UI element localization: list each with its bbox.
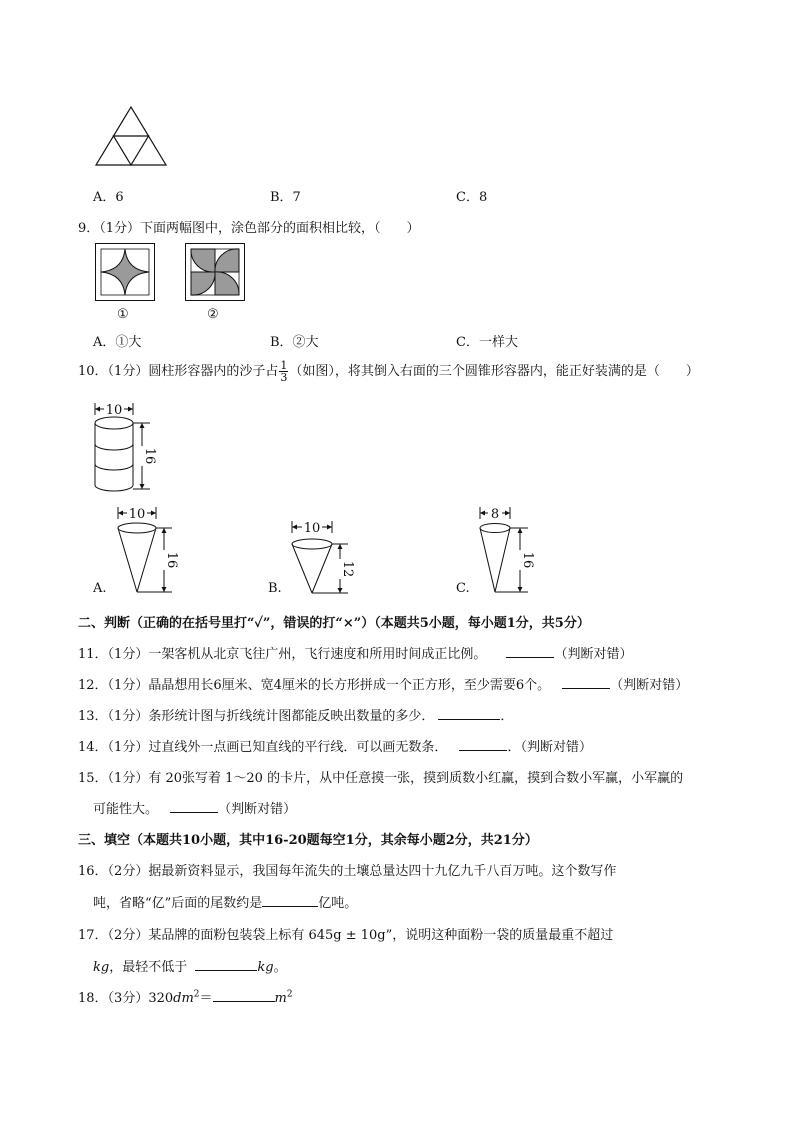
q9-figure-2-label: ② bbox=[207, 307, 219, 322]
q13-answer-blank[interactable] bbox=[438, 707, 500, 720]
q10-stem-pre: 10．（1分）圆柱形容器内的沙子占 bbox=[78, 364, 279, 379]
q17-line-1: 17．（2分）某品牌的面粉包装袋上标有 645g ± 10g”，说明这种面粉一袋的质量最重不超过 bbox=[78, 928, 614, 943]
q11 bbox=[78, 643, 632, 662]
q10-stem bbox=[78, 360, 699, 383]
q18-unit-1: dm bbox=[173, 991, 194, 1006]
q10-cone-b-diameter: 10 bbox=[303, 521, 321, 536]
q10-cone-c-height: 16 bbox=[520, 551, 535, 569]
q8-option-b[interactable]: B．7 bbox=[270, 190, 301, 205]
q18-text: 18．（3分）320 bbox=[78, 991, 174, 1006]
q18-sup-2: 2 bbox=[286, 989, 293, 1000]
q10-cylinder-figure bbox=[92, 401, 162, 496]
q17-unit-2: kg bbox=[257, 960, 274, 975]
q9-figure-1-label: ① bbox=[117, 307, 129, 322]
q10-cone-a-diameter: 10 bbox=[128, 507, 146, 522]
q17-unit-1: kg bbox=[93, 960, 110, 975]
q18-sup-1: 2 bbox=[193, 989, 200, 1000]
q12-answer-blank[interactable] bbox=[562, 676, 610, 689]
q16-line-1: 16．（2分）据最新资料显示，我国每年流失的土壤总量达四十九亿九千八百万吨。这个数写作 bbox=[78, 864, 617, 879]
q11-suffix: （判断对错） bbox=[554, 647, 633, 662]
q8-option-a[interactable]: A．6 bbox=[93, 190, 124, 205]
q9-option-b[interactable]: B．②大 bbox=[270, 335, 319, 350]
section-2-title: 二、判断（正确的在括号里打“✓”，错误的打“×”）（本题共5小题，每小题1分，共5分） bbox=[78, 616, 590, 631]
q10-fraction bbox=[279, 360, 288, 383]
q17-line-2-text: ，最轻不低于 bbox=[109, 960, 188, 975]
q10-cylinder-height: 16 bbox=[142, 447, 157, 465]
q17-line-2-end: 。 bbox=[273, 960, 287, 975]
q11-text: 11．（1分）一架客机从北京飞往广州，飞行速度和所用时间成正比例。 bbox=[78, 647, 487, 662]
q13-text: 13．（1分）条形统计图与折线统计图都能反映出数量的多少． bbox=[78, 709, 435, 724]
q10-fraction-denominator: 3 bbox=[280, 371, 288, 384]
q16-line-2-suffix: 亿吨。 bbox=[318, 896, 358, 911]
q9-stem: 9．（1分）下面两幅图中，涂色部分的面积相比较，（ ） bbox=[78, 221, 420, 236]
q10-option-c[interactable]: C. bbox=[456, 581, 470, 596]
q13-suffix: ． bbox=[500, 709, 514, 724]
q10-cone-a-figure bbox=[116, 505, 186, 597]
q16-line-2-text: 吨，省略“亿”后面的尾数约是 bbox=[93, 896, 263, 911]
q15-line-2-text: 可能性大。 bbox=[93, 802, 159, 817]
q15-answer-blank[interactable] bbox=[170, 800, 218, 813]
q16-line-2 bbox=[93, 892, 357, 911]
q11-answer-blank[interactable] bbox=[506, 645, 554, 658]
q14 bbox=[78, 736, 592, 755]
q9-figure-2 bbox=[185, 243, 245, 301]
q10-cone-c-figure bbox=[478, 505, 548, 597]
q10-cone-b-figure bbox=[290, 519, 360, 597]
q10-cone-c-diameter: 8 bbox=[490, 507, 500, 522]
q14-suffix: ．（判断对错） bbox=[507, 740, 592, 755]
q12 bbox=[78, 674, 688, 693]
q10-fraction-numerator: 1 bbox=[280, 359, 288, 372]
q10-cone-b-height: 12 bbox=[340, 560, 355, 578]
q14-text: 14．（1分）过直线外一点画已知直线的平行线．可以画无数条． bbox=[78, 740, 448, 755]
q10-cylinder-diameter: 10 bbox=[105, 403, 123, 418]
q18-equals: ＝ bbox=[199, 991, 213, 1006]
q15-suffix: （判断对错） bbox=[218, 802, 297, 817]
q12-suffix: （判断对错） bbox=[610, 678, 689, 693]
q9-option-a[interactable]: A．①大 bbox=[93, 335, 142, 350]
q18-unit-2: m bbox=[274, 991, 287, 1006]
q8-triangle-figure bbox=[94, 105, 168, 169]
q13 bbox=[78, 705, 513, 724]
q18 bbox=[78, 987, 293, 1006]
q18-answer-blank[interactable] bbox=[213, 989, 275, 1002]
q10-option-b[interactable]: B. bbox=[268, 581, 282, 596]
q15-line-2 bbox=[93, 798, 296, 817]
q14-answer-blank[interactable] bbox=[459, 738, 507, 751]
q9-option-c[interactable]: C．一样大 bbox=[456, 335, 518, 350]
q10-cone-a-height: 16 bbox=[164, 551, 179, 569]
q10-stem-post: （如图），将其倒入右面的三个圆锥形容器内，能正好装满的是（ ） bbox=[289, 364, 699, 379]
q12-text: 12．（1分）晶晶想用长6厘米、宽4厘米的长方形拼成一个正方形，至少需要6个。 bbox=[78, 678, 551, 693]
q9-figure-1 bbox=[95, 243, 155, 301]
q17-answer-blank[interactable] bbox=[195, 958, 257, 971]
q16-answer-blank[interactable] bbox=[262, 894, 318, 907]
q15-line-1: 15．（1分）有 20张写着 1～20 的卡片，从中任意摸一张，摸到质数小红赢，摸到合数小军赢，小军赢的 bbox=[78, 771, 684, 786]
q8-option-c[interactable]: C．8 bbox=[456, 190, 488, 205]
q17-line-2 bbox=[93, 956, 287, 975]
q10-option-a[interactable]: A. bbox=[93, 581, 107, 596]
section-3-title: 三、填空（本题共10小题，其中16-20题每空1分，其余每小题2分，共21分） bbox=[78, 833, 538, 848]
